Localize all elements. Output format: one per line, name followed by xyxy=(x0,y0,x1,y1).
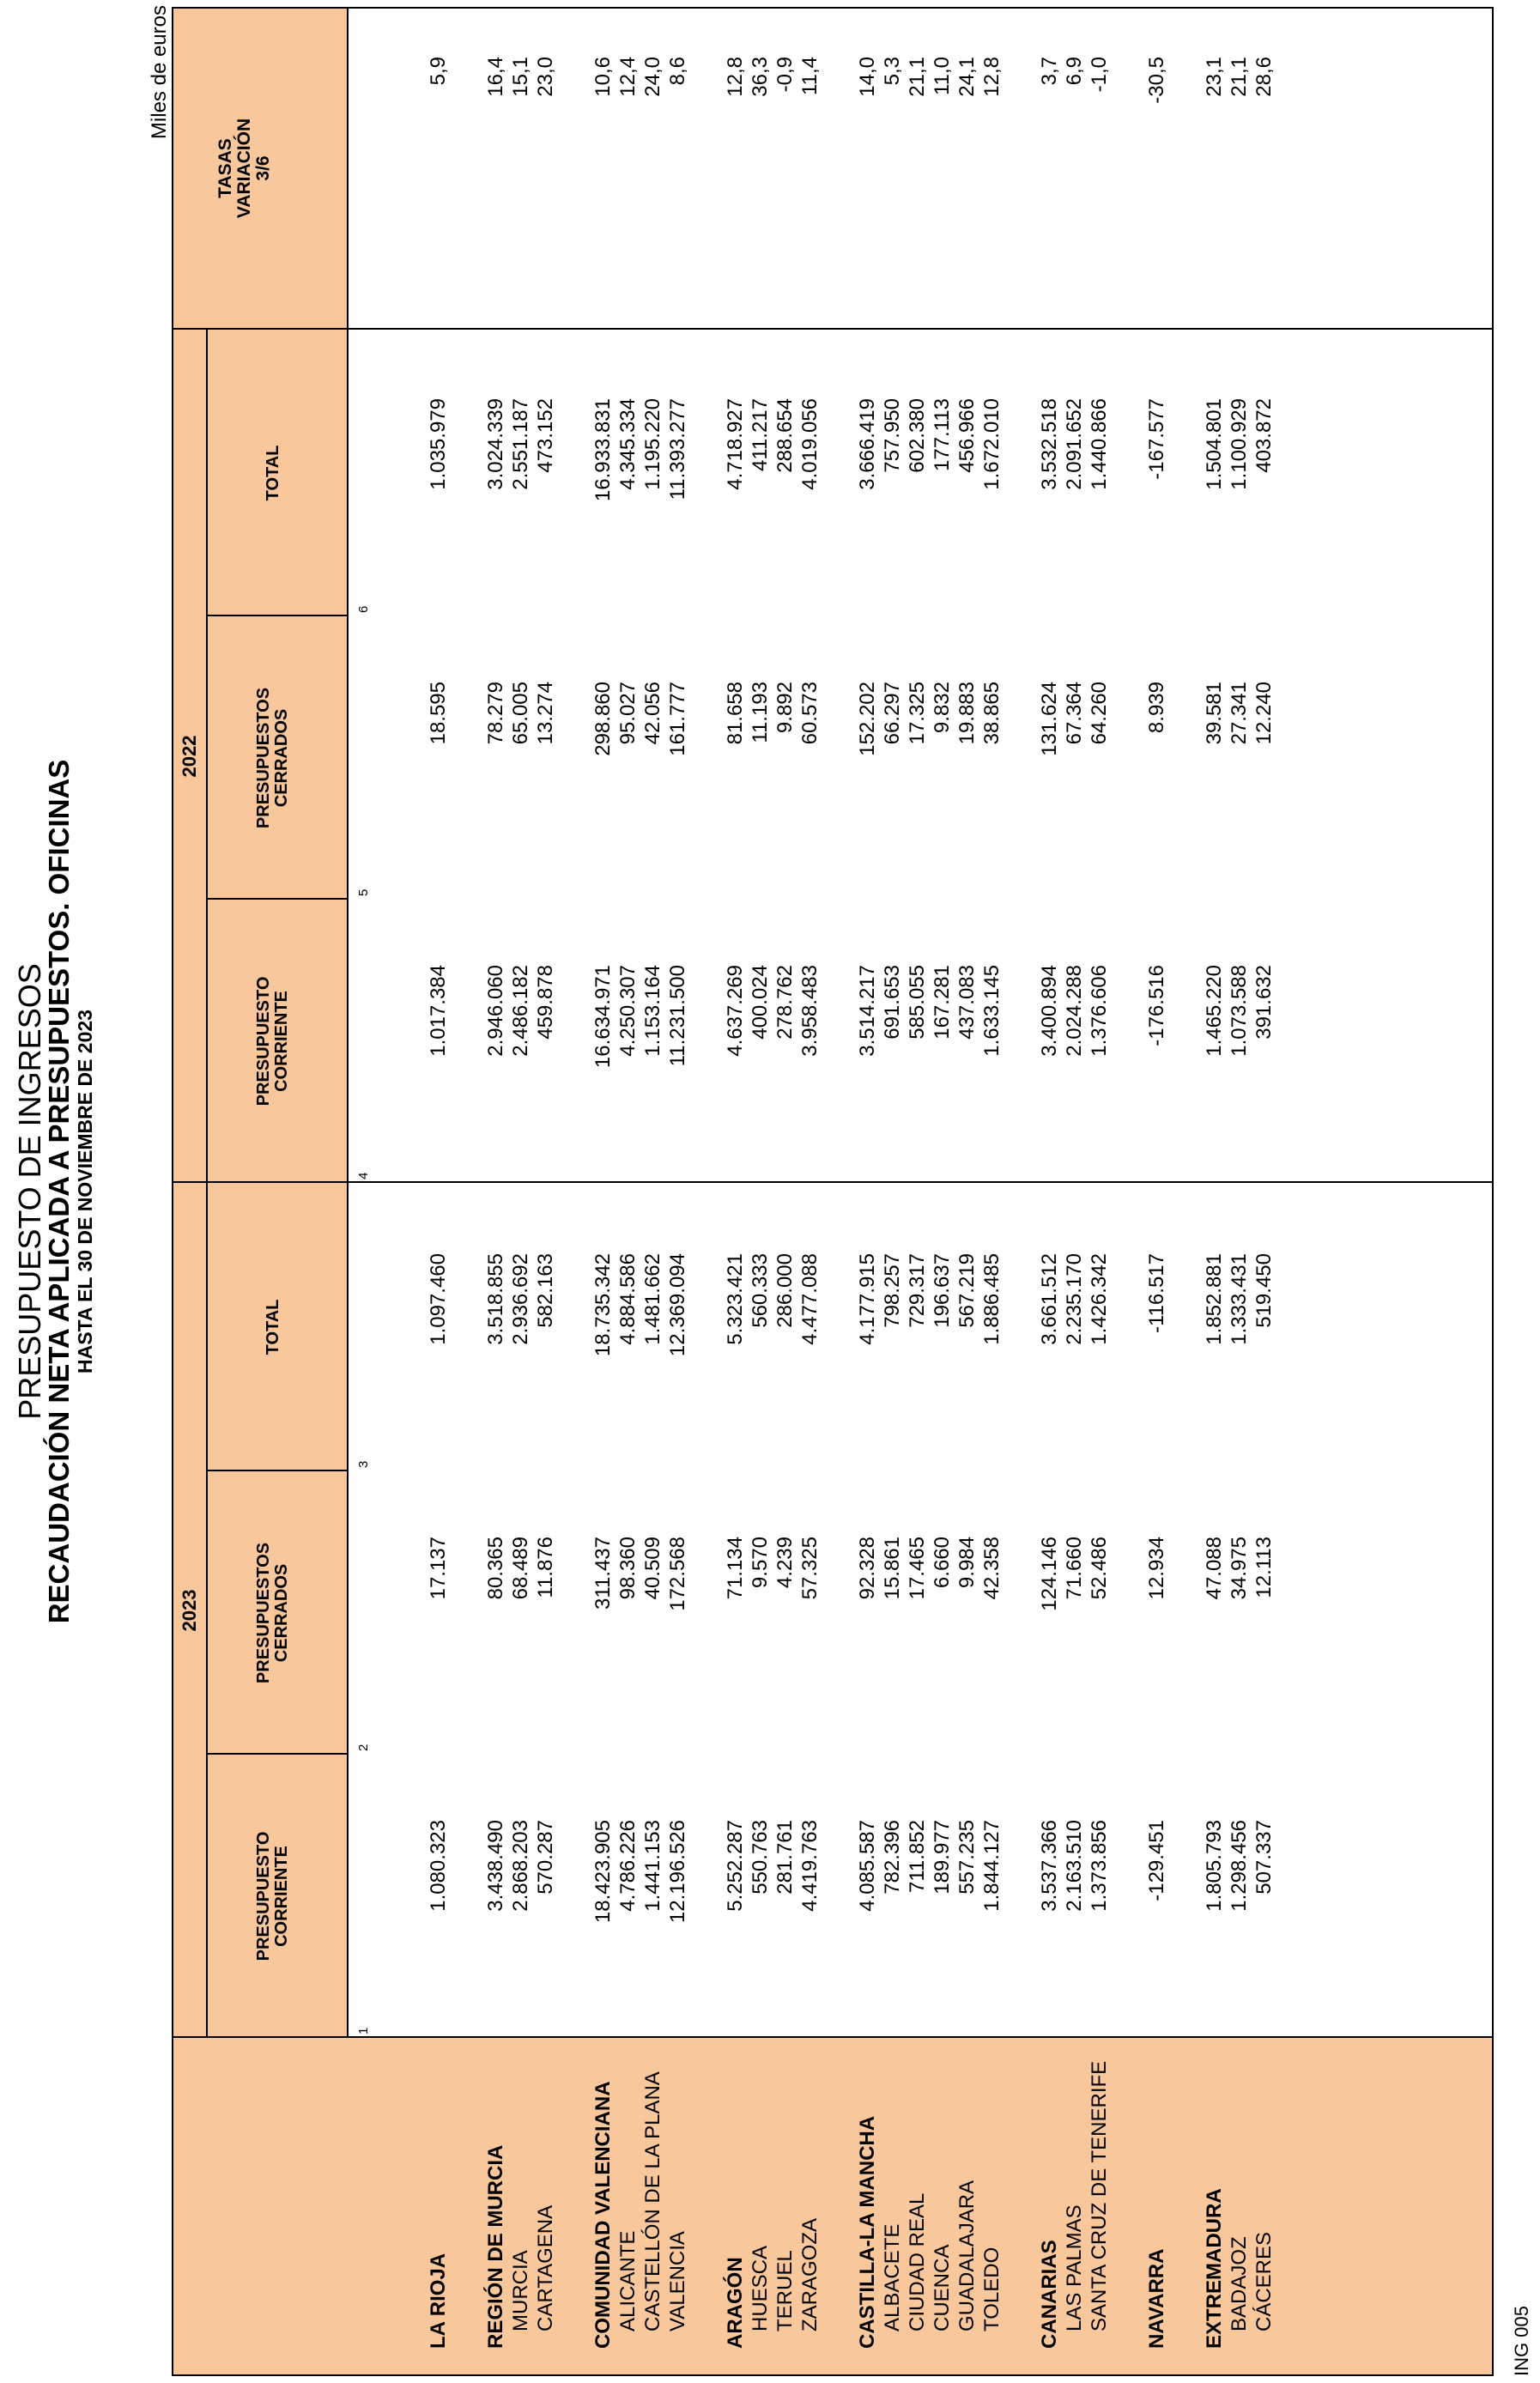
table-row xyxy=(616,5,642,2374)
cell-col-7: 23,1 xyxy=(1203,57,1226,97)
cell-col-7: 15,1 xyxy=(509,57,532,97)
cell-col-2: 57.325 xyxy=(798,1537,822,1600)
office-label: MURCIA xyxy=(509,2250,532,2331)
cell-col-2: 12.113 xyxy=(1252,1537,1276,1598)
cell-col-6: 4.718.927 xyxy=(724,398,747,490)
cell-col-4: 3.514.217 xyxy=(856,965,879,1057)
cell-col-6: 2.091.652 xyxy=(1063,398,1086,490)
cell-col-2: 80.365 xyxy=(484,1537,507,1600)
region-label: NAVARRA xyxy=(1145,2248,1168,2349)
cell-col-7: 11,0 xyxy=(931,57,954,95)
region-label: LA RIOJA xyxy=(427,2253,450,2349)
cell-col-4: 278.762 xyxy=(773,965,797,1040)
cell-col-7: 24,0 xyxy=(641,57,664,97)
cell-col-4: 459.878 xyxy=(534,965,557,1040)
table-row xyxy=(724,5,749,2374)
office-label: VALENCIA xyxy=(666,2231,689,2331)
cell-col-4: 3.400.894 xyxy=(1038,965,1061,1057)
table-row xyxy=(773,5,799,2374)
cell-col-2: 71.134 xyxy=(724,1537,747,1600)
date-line: HASTA EL 30 DE NOVIEMBRE DE 2023 xyxy=(74,1010,96,1373)
col-number-5: 5 xyxy=(356,888,371,896)
col-number-6: 6 xyxy=(356,605,371,613)
cell-col-2: 68.489 xyxy=(509,1537,532,1600)
office-label: GUADALAJARA xyxy=(955,2180,979,2331)
cell-col-1: 281.761 xyxy=(773,1820,797,1895)
cell-col-3: 560.333 xyxy=(749,1253,772,1328)
cell-col-1: 4.786.226 xyxy=(616,1820,640,1912)
cell-col-3: 1.333.431 xyxy=(1228,1253,1251,1345)
cell-col-3: 286.000 xyxy=(773,1253,797,1328)
cell-col-2: 11.876 xyxy=(534,1537,557,1598)
cell-col-4: 391.632 xyxy=(1252,965,1276,1040)
office-label: CÁCERES xyxy=(1252,2231,1276,2331)
cell-col-1: 5.252.287 xyxy=(724,1820,747,1912)
cell-col-5: 9.892 xyxy=(773,682,797,734)
cell-col-5: 81.658 xyxy=(724,682,747,745)
table-row xyxy=(1038,5,1064,2374)
cell-col-6: 1.035.979 xyxy=(427,398,450,490)
cell-col-2: 52.486 xyxy=(1088,1537,1111,1600)
table-row xyxy=(1063,5,1088,2374)
cell-col-2: 17.137 xyxy=(427,1537,450,1600)
cell-col-1: 3.537.366 xyxy=(1038,1820,1061,1912)
cell-col-1: 1.298.456 xyxy=(1228,1820,1251,1912)
cell-col-4: 1.633.145 xyxy=(980,965,1003,1057)
col-number-2: 2 xyxy=(356,1743,371,1751)
cell-col-3: 567.219 xyxy=(955,1253,979,1328)
cell-col-6: 403.872 xyxy=(1252,398,1276,473)
table-row xyxy=(1252,5,1278,2374)
cell-col-1: 189.977 xyxy=(931,1820,954,1895)
office-label: SANTA CRUZ DE TENERIFE xyxy=(1088,2060,1111,2331)
cell-col-3: 3.518.855 xyxy=(484,1253,507,1345)
table-row xyxy=(666,5,692,2374)
cell-col-7: 12,4 xyxy=(616,57,640,97)
cell-col-6: -167.577 xyxy=(1145,398,1168,480)
cell-col-3: 3.661.512 xyxy=(1038,1253,1061,1345)
cell-col-3: -116.517 xyxy=(1145,1253,1168,1333)
cell-col-1: 3.438.490 xyxy=(484,1820,507,1912)
cell-col-7: 23,0 xyxy=(534,57,557,97)
cell-col-7: 16,4 xyxy=(484,57,507,97)
footer-code: ING 005 xyxy=(1511,2306,1532,2376)
cell-col-5: 42.056 xyxy=(641,682,664,745)
cell-col-3: 519.450 xyxy=(1252,1253,1276,1328)
col-number-1: 1 xyxy=(356,2027,371,2034)
cell-col-7: 5,3 xyxy=(881,57,904,86)
cell-col-3: 4.884.586 xyxy=(616,1253,640,1345)
cell-col-3: 1.481.662 xyxy=(641,1253,664,1345)
table-row xyxy=(641,5,667,2374)
cell-col-3: 12.369.094 xyxy=(666,1253,689,1357)
cell-col-3: 582.163 xyxy=(534,1253,557,1328)
cell-col-1: 1.805.793 xyxy=(1203,1820,1226,1912)
cell-col-7: 11,4 xyxy=(798,57,822,95)
rate-header: TASAS VARIACIÓN 3/6 xyxy=(215,118,274,219)
table-row xyxy=(906,5,931,2374)
cell-col-1: 1.373.856 xyxy=(1088,1820,1111,1912)
cell-col-6: 473.152 xyxy=(534,398,557,473)
cell-col-5: 39.581 xyxy=(1203,682,1226,745)
region-label: COMUNIDAD VALENCIANA xyxy=(591,2081,615,2349)
cell-col-5: 66.297 xyxy=(881,682,904,745)
cell-col-4: 1.376.606 xyxy=(1088,965,1111,1057)
cell-col-6: 3.532.518 xyxy=(1038,398,1061,490)
cell-col-4: 400.024 xyxy=(749,965,772,1040)
table-row xyxy=(509,5,535,2374)
table-row xyxy=(427,5,452,2374)
office-label: CARTAGENA xyxy=(534,2204,557,2331)
col4-header: PRESUPUESTO CORRIENTE xyxy=(254,976,291,1107)
cell-col-7: 14,0 xyxy=(856,57,879,97)
office-label: CASTELLÓN DE LA PLANA xyxy=(641,2071,664,2331)
table-row xyxy=(591,5,617,2374)
table-row xyxy=(931,5,956,2374)
cell-col-3: 1.097.460 xyxy=(427,1253,450,1345)
cell-col-3: 4.477.088 xyxy=(798,1253,822,1345)
cell-col-5: 19.883 xyxy=(955,682,979,745)
cell-col-4: 11.231.500 xyxy=(666,965,689,1067)
cell-col-1: 12.196.526 xyxy=(666,1820,689,1924)
col2-header: PRESUPUESTOS CERRADOS xyxy=(254,1542,291,1684)
office-label: TERUEL xyxy=(773,2250,797,2331)
cell-col-3: 4.177.915 xyxy=(856,1253,879,1345)
cell-col-4: 2.486.182 xyxy=(509,965,532,1057)
cell-col-7: 21,1 xyxy=(906,57,929,97)
cell-col-2: 172.568 xyxy=(666,1537,689,1611)
cell-col-4: 3.958.483 xyxy=(798,965,822,1057)
cell-col-6: 1.100.929 xyxy=(1228,398,1251,490)
col5-header: PRESUPUESTOS CERRADOS xyxy=(254,687,291,829)
cell-col-1: 2.163.510 xyxy=(1063,1820,1086,1912)
cell-col-4: 4.637.269 xyxy=(724,965,747,1057)
cell-col-7: 8,6 xyxy=(666,57,689,86)
cell-col-3: 729.317 xyxy=(906,1253,929,1328)
cell-col-2: 42.358 xyxy=(980,1537,1003,1600)
cell-col-2: 9.570 xyxy=(749,1537,772,1589)
cell-col-4: 1.153.164 xyxy=(641,965,664,1057)
cell-col-6: 3.024.339 xyxy=(484,398,507,490)
cell-col-1: 711.852 xyxy=(906,1820,929,1893)
page-subtitle: RECAUDACIÓN NETA APLICADA A PRESUPUESTOS. OFICINAS xyxy=(43,759,75,1624)
cell-col-1: -129.451 xyxy=(1145,1820,1168,1901)
divider-years xyxy=(173,1181,1492,1183)
cell-col-1: 507.337 xyxy=(1252,1820,1276,1895)
table-row xyxy=(1228,5,1253,2374)
cell-col-6: 1.672.010 xyxy=(980,398,1003,490)
cell-col-6: 16.933.831 xyxy=(591,398,615,502)
cell-col-5: 161.777 xyxy=(666,682,689,756)
table-row xyxy=(980,5,1006,2374)
cell-col-4: -176.516 xyxy=(1145,965,1168,1046)
year-2022-header: 2022 xyxy=(179,735,200,778)
cell-col-1: 2.868.203 xyxy=(509,1820,532,1912)
cell-col-7: -0,9 xyxy=(773,57,797,93)
divider-header-bottom xyxy=(347,9,349,2038)
office-label: CUENCA xyxy=(931,2244,954,2331)
revenue-table xyxy=(172,7,1494,2376)
region-label: CASTILLA-LA MANCHA xyxy=(856,2115,879,2349)
cell-col-5: 8.939 xyxy=(1145,682,1168,734)
cell-col-6: 2.551.187 xyxy=(509,398,532,490)
cell-col-2: 71.660 xyxy=(1063,1537,1086,1600)
region-label: REGIÓN DE MURCIA xyxy=(484,2144,507,2349)
cell-col-3: 18.735.342 xyxy=(591,1253,615,1357)
cell-col-4: 1.017.384 xyxy=(427,965,450,1057)
cell-col-4: 585.055 xyxy=(906,965,929,1040)
cell-col-5: 38.865 xyxy=(980,682,1003,745)
cell-col-2: 124.146 xyxy=(1038,1537,1061,1611)
cell-col-5: 18.595 xyxy=(427,682,450,745)
cell-col-2: 40.509 xyxy=(641,1537,664,1600)
label-column-background xyxy=(173,2038,1492,2374)
cell-col-6: 411.217 xyxy=(749,398,772,471)
cell-col-2: 4.239 xyxy=(773,1537,797,1589)
office-label: ALBACETE xyxy=(881,2223,904,2331)
cell-col-7: -1,0 xyxy=(1088,57,1111,93)
cell-col-4: 691.653 xyxy=(881,965,904,1040)
cell-col-7: 5,9 xyxy=(427,57,450,86)
cell-col-2: 92.328 xyxy=(856,1537,879,1600)
cell-col-2: 98.360 xyxy=(616,1537,640,1600)
cell-col-7: 24,1 xyxy=(955,57,979,97)
region-label: CANARIAS xyxy=(1038,2240,1061,2349)
cell-col-6: 1.504.801 xyxy=(1203,398,1226,490)
cell-col-2: 34.975 xyxy=(1228,1537,1251,1600)
cell-col-2: 6.660 xyxy=(931,1537,954,1589)
cell-col-1: 1.441.153 xyxy=(641,1820,664,1912)
divider-rate xyxy=(173,328,1492,330)
cell-col-5: 17.325 xyxy=(906,682,929,745)
cell-col-6: 1.440.866 xyxy=(1088,398,1111,490)
col3-header: TOTAL xyxy=(264,1299,282,1355)
cell-col-2: 311.437 xyxy=(591,1537,615,1610)
page-title: PRESUPUESTO DE INGRESOS xyxy=(12,963,47,1420)
cell-col-5: 64.260 xyxy=(1088,682,1111,745)
col-number-3: 3 xyxy=(356,1460,371,1468)
table-row xyxy=(749,5,774,2374)
cell-col-7: 3,7 xyxy=(1038,57,1061,86)
cell-col-3: 1.886.485 xyxy=(980,1253,1003,1345)
office-label: ALICANTE xyxy=(616,2230,640,2331)
cell-col-5: 11.193 xyxy=(749,682,772,743)
cell-col-3: 798.257 xyxy=(881,1253,904,1328)
table-row xyxy=(1088,5,1113,2374)
table-row xyxy=(1203,5,1228,2374)
cell-col-5: 298.860 xyxy=(591,682,615,756)
cell-col-7: 6,9 xyxy=(1063,57,1086,86)
table-row xyxy=(1145,5,1171,2374)
cell-col-1: 1.844.127 xyxy=(980,1820,1003,1912)
cell-col-3: 2.936.692 xyxy=(509,1253,532,1345)
cell-col-5: 78.279 xyxy=(484,682,507,745)
cell-col-1: 4.085.587 xyxy=(856,1820,879,1912)
cell-col-3: 1.426.342 xyxy=(1088,1253,1111,1345)
cell-col-3: 196.637 xyxy=(931,1253,954,1328)
cell-col-5: 67.364 xyxy=(1063,682,1086,745)
office-label: HUESCA xyxy=(749,2245,772,2331)
cell-col-5: 13.274 xyxy=(534,682,557,745)
cell-col-6: 177.113 xyxy=(931,398,954,471)
cell-col-1: 570.287 xyxy=(534,1820,557,1895)
col6-header: TOTAL xyxy=(264,445,282,501)
office-label: LAS PALMAS xyxy=(1063,2204,1086,2331)
cell-col-6: 3.666.419 xyxy=(856,398,879,490)
cell-col-2: 47.088 xyxy=(1203,1537,1226,1600)
cell-col-2: 17.465 xyxy=(906,1537,929,1600)
cell-col-1: 4.419.763 xyxy=(798,1820,822,1912)
cell-col-6: 456.966 xyxy=(955,398,979,473)
cell-col-4: 1.073.588 xyxy=(1228,965,1251,1057)
cell-col-3: 1.852.881 xyxy=(1203,1253,1226,1345)
cell-col-4: 2.024.288 xyxy=(1063,965,1086,1057)
divider-label xyxy=(173,2036,1492,2038)
cell-col-1: 18.423.905 xyxy=(591,1820,615,1924)
cell-col-6: 757.950 xyxy=(881,398,904,473)
cell-col-4: 2.946.060 xyxy=(484,965,507,1057)
cell-col-6: 4.019.056 xyxy=(798,398,822,490)
table-row xyxy=(798,5,824,2374)
cell-col-1: 782.396 xyxy=(881,1820,904,1895)
cell-col-7: 21,1 xyxy=(1228,57,1251,97)
cell-col-6: 4.345.334 xyxy=(616,398,640,490)
col1-header: PRESUPUESTO CORRIENTE xyxy=(254,1831,291,1962)
cell-col-7: 10,6 xyxy=(591,57,615,97)
col-number-4: 4 xyxy=(356,1172,371,1179)
cell-col-3: 5.323.421 xyxy=(724,1253,747,1345)
cell-col-4: 4.250.307 xyxy=(616,965,640,1057)
cell-col-5: 12.240 xyxy=(1252,682,1276,745)
office-label: TOLEDO xyxy=(980,2247,1003,2331)
year-2023-header: 2023 xyxy=(179,1589,200,1632)
cell-col-6: 602.380 xyxy=(906,398,929,473)
cell-col-5: 95.027 xyxy=(616,682,640,745)
cell-col-4: 437.083 xyxy=(955,965,979,1040)
cell-col-7: 28,6 xyxy=(1252,57,1276,97)
table-row xyxy=(881,5,906,2374)
region-label: ARAGÓN xyxy=(724,2257,747,2349)
cell-col-5: 27.341 xyxy=(1228,682,1251,745)
cell-col-3: 2.235.170 xyxy=(1063,1253,1086,1345)
divider-year-row xyxy=(206,330,208,2038)
cell-col-7: 12,8 xyxy=(724,57,747,97)
cell-col-2: 12.934 xyxy=(1145,1537,1168,1600)
office-label: CIUDAD REAL xyxy=(906,2192,929,2331)
cell-col-7: -30,5 xyxy=(1145,57,1168,104)
cell-col-5: 65.005 xyxy=(509,682,532,745)
units-label: Miles de euros xyxy=(148,5,171,140)
cell-col-2: 9.984 xyxy=(955,1537,979,1589)
cell-col-1: 550.763 xyxy=(749,1820,772,1895)
table-row xyxy=(955,5,981,2374)
cell-col-2: 15.861 xyxy=(881,1537,904,1600)
table-row xyxy=(856,5,882,2374)
table-row xyxy=(534,5,560,2374)
cell-col-6: 1.195.220 xyxy=(641,398,664,490)
cell-col-1: 1.080.323 xyxy=(427,1820,450,1912)
cell-col-1: 557.235 xyxy=(955,1820,979,1895)
cell-col-5: 60.573 xyxy=(798,682,822,745)
cell-col-7: 36,3 xyxy=(749,57,772,97)
cell-col-5: 9.832 xyxy=(931,682,954,734)
office-label: ZARAGOZA xyxy=(798,2217,822,2331)
cell-col-4: 167.281 xyxy=(931,965,954,1040)
office-label: BADAJOZ xyxy=(1228,2236,1251,2331)
cell-col-7: 12,8 xyxy=(980,57,1003,97)
table-row xyxy=(484,5,510,2374)
cell-col-5: 152.202 xyxy=(856,682,879,756)
region-label: EXTREMADURA xyxy=(1203,2188,1226,2349)
cell-col-6: 11.393.277 xyxy=(666,398,689,500)
cell-col-6: 288.654 xyxy=(773,398,797,473)
cell-col-4: 1.465.220 xyxy=(1203,965,1226,1057)
cell-col-5: 131.624 xyxy=(1038,682,1061,756)
cell-col-4: 16.634.971 xyxy=(591,965,615,1069)
